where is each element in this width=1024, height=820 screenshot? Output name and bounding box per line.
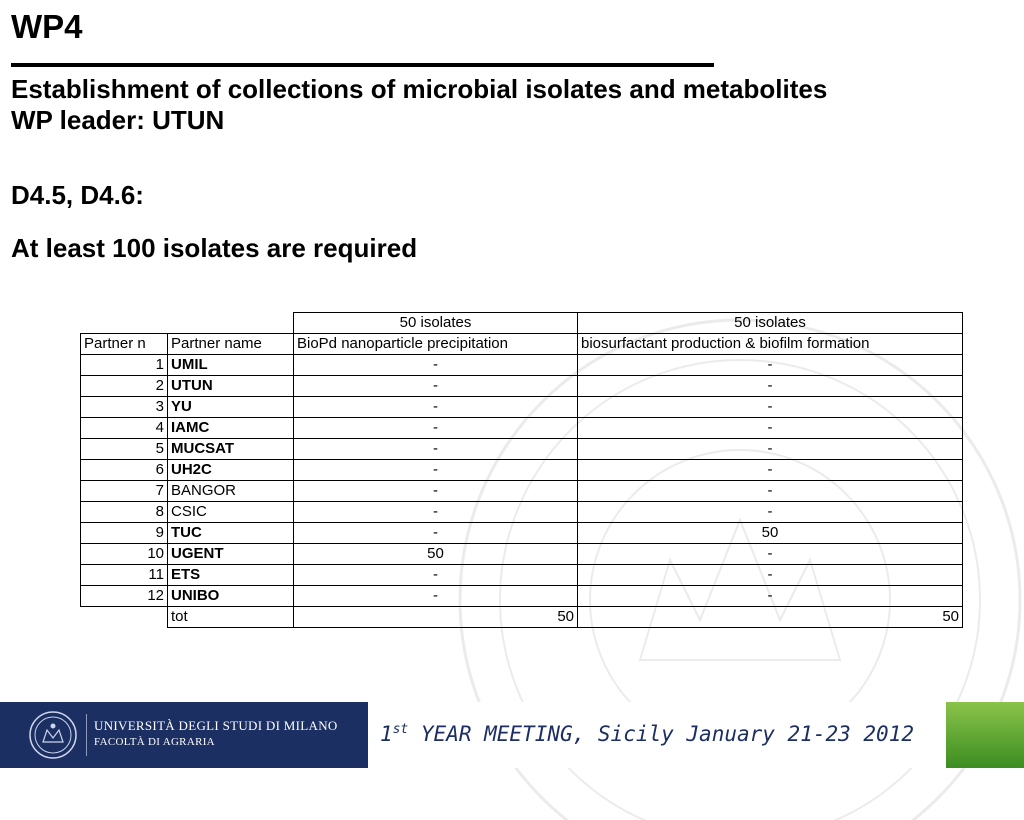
university-seal-icon <box>28 710 78 760</box>
requirement-text: At least 100 isolates are required <box>11 233 418 263</box>
biopd-value-cell: - <box>294 355 578 376</box>
biosurf-value-cell: - <box>578 439 963 460</box>
biopd-value-cell: - <box>294 586 578 607</box>
partner-number-cell: 1 <box>81 355 168 376</box>
subtitle-line-1: Establishment of collections of microbial isolates and metabolites <box>11 74 828 104</box>
partner-name-cell: TUC <box>168 523 294 544</box>
table-row <box>81 502 963 523</box>
biosurf-value-cell: - <box>578 481 963 502</box>
biosurf-value-cell: - <box>578 418 963 439</box>
group-header-biopd: 50 isolates <box>294 313 578 334</box>
partner-number-cell: 8 <box>81 502 168 523</box>
partner-name-cell: ETS <box>168 565 294 586</box>
partner-name-cell: IAMC <box>168 418 294 439</box>
partner-number-cell: 6 <box>81 460 168 481</box>
biosurf-value-cell: - <box>578 376 963 397</box>
footer-bar <box>0 702 1024 768</box>
blank-cell <box>81 313 168 334</box>
isolates-table <box>80 312 963 628</box>
meeting-ordinal-suffix: st <box>392 722 409 737</box>
university-name: UNIVERSITÀ DEGLI STUDI DI MILANO <box>94 718 338 733</box>
total-biopd-cell: 50 <box>294 607 578 628</box>
partner-name-cell: UH2C <box>168 460 294 481</box>
meeting-caption <box>380 722 914 746</box>
biosurf-value-cell: - <box>578 397 963 418</box>
biopd-value-cell: 50 <box>294 544 578 565</box>
table-row <box>81 439 963 460</box>
biosurf-value-cell: - <box>578 586 963 607</box>
table-row <box>81 586 963 607</box>
slide-subtitle <box>11 74 827 136</box>
table-row <box>81 565 963 586</box>
deliverables-label: D4.5, D4.6: <box>11 180 144 210</box>
header-biosurf: biosurfactant production & biofilm formation <box>578 334 963 355</box>
biopd-value-cell: - <box>294 565 578 586</box>
partner-number-cell: 4 <box>81 418 168 439</box>
subtitle-line-2: WP leader: UTUN <box>11 105 225 135</box>
table-row <box>81 376 963 397</box>
biopd-value-cell: - <box>294 439 578 460</box>
biopd-value-cell: - <box>294 523 578 544</box>
university-logo-panel <box>0 702 368 768</box>
partner-name-cell: UTUN <box>168 376 294 397</box>
header-biopd: BioPd nanoparticle precipitation <box>294 334 578 355</box>
table-row <box>81 481 963 502</box>
logo-divider <box>86 714 87 756</box>
partner-name-cell: MUCSAT <box>168 439 294 460</box>
meeting-text: YEAR MEETING, Sicily January 21-23 2012 <box>408 722 914 746</box>
partner-name-cell: UMIL <box>168 355 294 376</box>
green-accent-block <box>946 702 1024 768</box>
biosurf-value-cell: 50 <box>578 523 963 544</box>
total-biosurf-cell: 50 <box>578 607 963 628</box>
partner-name-cell: CSIC <box>168 502 294 523</box>
biopd-value-cell: - <box>294 376 578 397</box>
biopd-value-cell: - <box>294 502 578 523</box>
partner-name-cell: YU <box>168 397 294 418</box>
title-divider <box>11 63 714 67</box>
biosurf-value-cell: - <box>578 355 963 376</box>
meeting-panel <box>368 702 946 768</box>
group-header-row <box>81 313 963 334</box>
biopd-value-cell: - <box>294 397 578 418</box>
header-partner-name: Partner name <box>168 334 294 355</box>
biopd-value-cell: - <box>294 460 578 481</box>
faculty-name: FACOLTÀ DI AGRARIA <box>94 736 215 748</box>
header-partner-n: Partner n <box>81 334 168 355</box>
group-header-biosurf: 50 isolates <box>578 313 963 334</box>
biosurf-value-cell: - <box>578 460 963 481</box>
partner-name-cell: UGENT <box>168 544 294 565</box>
slide-title: WP4 <box>11 8 83 45</box>
biosurf-value-cell: - <box>578 502 963 523</box>
partner-name-cell: BANGOR <box>168 481 294 502</box>
partner-name-cell: UNIBO <box>168 586 294 607</box>
biosurf-value-cell: - <box>578 544 963 565</box>
partner-number-cell: 2 <box>81 376 168 397</box>
partner-number-cell: 12 <box>81 586 168 607</box>
partner-number-cell: 11 <box>81 565 168 586</box>
table-row <box>81 460 963 481</box>
total-label-cell: tot <box>168 607 294 628</box>
table-row <box>81 523 963 544</box>
partner-number-cell: 5 <box>81 439 168 460</box>
partner-number-cell: 9 <box>81 523 168 544</box>
partner-number-cell: 7 <box>81 481 168 502</box>
biopd-value-cell: - <box>294 481 578 502</box>
column-header-row <box>81 334 963 355</box>
meeting-ordinal: 1 <box>379 722 393 746</box>
table-row <box>81 418 963 439</box>
blank-cell <box>81 607 168 628</box>
table-row <box>81 397 963 418</box>
table-row <box>81 544 963 565</box>
partner-number-cell: 10 <box>81 544 168 565</box>
partner-number-cell: 3 <box>81 397 168 418</box>
biopd-value-cell: - <box>294 418 578 439</box>
biosurf-value-cell: - <box>578 565 963 586</box>
blank-cell <box>168 313 294 334</box>
total-row <box>81 607 963 628</box>
table-row <box>81 355 963 376</box>
